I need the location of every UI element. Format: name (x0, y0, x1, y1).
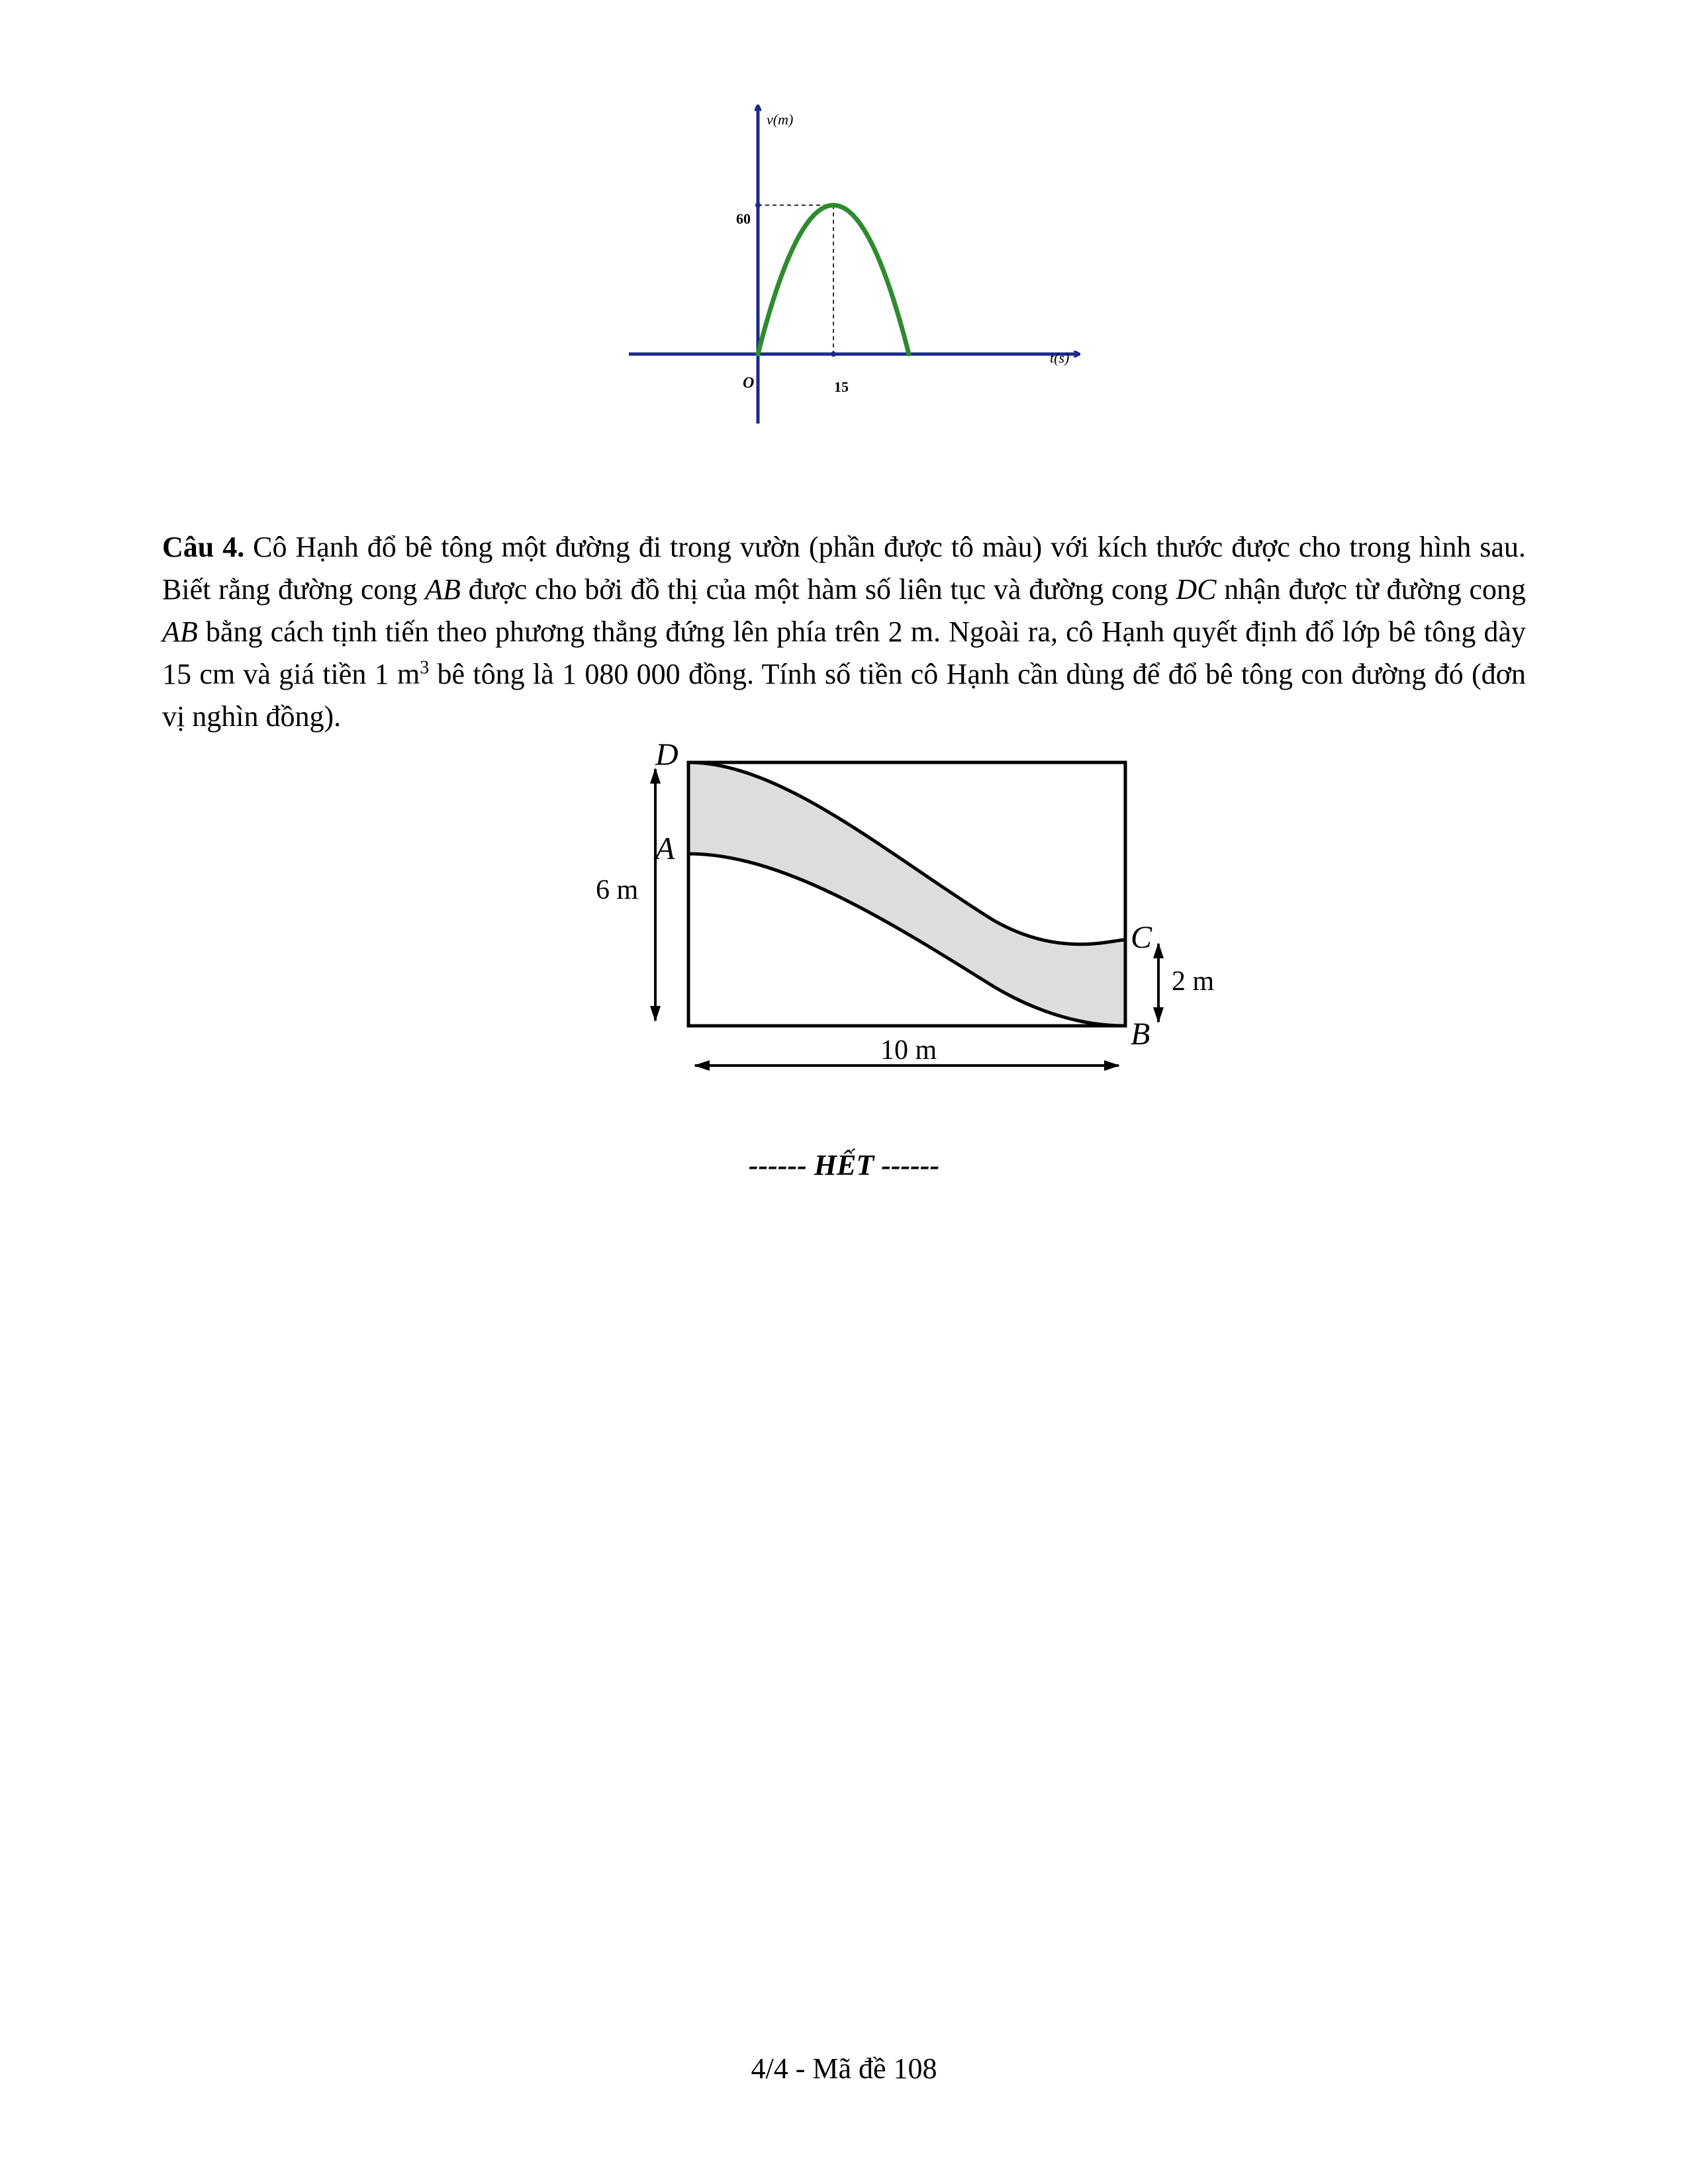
curve-dc-symbol: DC (1176, 573, 1217, 606)
height-label: 6 m (596, 875, 639, 905)
origin-label: O (743, 375, 755, 392)
question-text-part: Cô Hạnh đổ bê tông một đường đi trong vườn (phần được tô màu) với kích thước được cho trong hình sau. Biết rằng đường cong (162, 531, 1526, 606)
y-axis-label: v(m) (767, 111, 794, 128)
x-tick-mark-15 (831, 351, 836, 357)
end-marker: ------ HẾT ------ (748, 1149, 940, 1181)
cubic-superscript: 3 (420, 657, 430, 678)
point-c-label: C (1131, 920, 1152, 955)
garden-path-figure (569, 735, 1244, 1092)
question-text-part: nhận được từ đường cong (1216, 573, 1526, 606)
question-text-part: được cho bởi đồ thị của một hàm số liên tục và đường cong (460, 573, 1176, 606)
y-tick-label-60: 60 (736, 210, 751, 227)
curve-ab-symbol: AB (162, 615, 198, 648)
x-tick-label-15: 15 (834, 379, 849, 395)
width-label: 10 m (880, 1035, 937, 1066)
question-text-part: bê tông là 1 080 000 đồng. Tính số tiền cô Hạnh cần dùng để đổ bê tông con đường đó (đơn vị nghìn đồng). (162, 658, 1526, 733)
page-footer: 4/4 - Mã đề 108 (751, 2052, 937, 2085)
concrete-path-region (688, 762, 1125, 1026)
question-label: Câu 4. (162, 531, 245, 563)
point-d-label: D (655, 737, 679, 772)
x-axis-label: t(s) (1050, 349, 1070, 366)
gap-label: 2 m (1172, 966, 1215, 997)
y-tick-mark-60 (755, 203, 761, 208)
point-a-label: A (655, 831, 675, 866)
point-b-label: B (1131, 1017, 1150, 1052)
question-text-part: bằng cách tịnh tiến theo phương thẳng đứng lên phía trên 2 m. Ngoài ra, cô Hạnh quyết định đổ lớp bê tông dày 15 cm và giá tiền 1 m (162, 615, 1526, 690)
question-4 (162, 526, 1526, 738)
velocity-graph (589, 93, 1099, 477)
curve-ab-symbol: AB (425, 573, 461, 606)
